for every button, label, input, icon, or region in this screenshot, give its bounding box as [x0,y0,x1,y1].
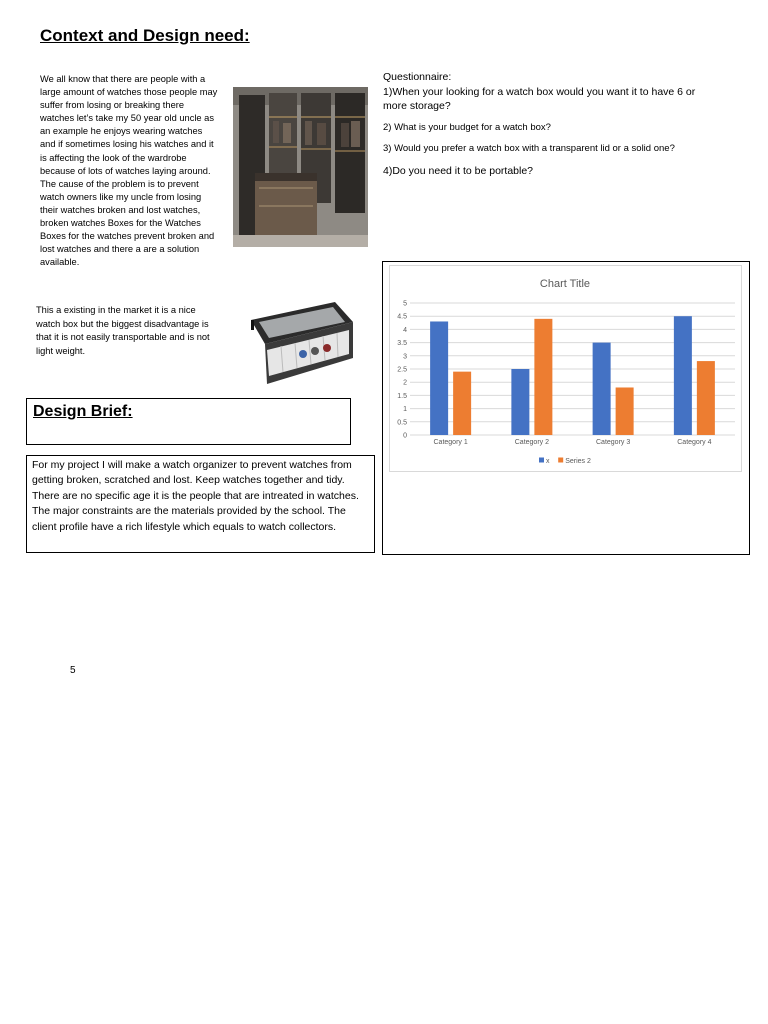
project-description: For my project I will make a watch organizer to prevent watches from getting broken, scratched and lost. Keep watches together and tidy. There are no specific age it is the people that are intreated in watches. The major constraints are the materials provided by the school. The client profile have a rich lifestyle which equals to watch collectors. [32,459,359,533]
y-tick-label: 2 [403,379,407,387]
watch-box-illustration [245,298,357,390]
y-tick-label: 0 [403,432,407,440]
bar-series1-cat2 [511,369,529,435]
bar-series1-cat1 [430,321,448,435]
legend-label: x [546,458,550,465]
bar-chart [389,265,742,472]
wardrobe-illustration [233,87,368,247]
bar-series2-cat1 [453,372,471,435]
bar-series2-cat3 [616,387,634,435]
y-tick-label: 1 [403,406,407,414]
y-tick-label: 0.5 [397,419,407,427]
x-tick-label: Category 2 [514,439,549,446]
y-tick-label: 3 [403,353,407,361]
x-tick-label: Category 1 [433,439,468,446]
legend-swatch [539,458,544,463]
page-number: 5 [70,665,76,676]
bar-series2-cat2 [534,319,552,435]
watch-box-photo [245,298,357,390]
context-paragraph: We all know that there are people with a large amount of watches those people may suffer from losing or breaking there watches let’s take my 50 year old uncle as an example he enjoys wearing watches and if sometimes losing his watches and it is affecting the look of the wardrobe because of lots of watches laying around. The cause of the problem is to prevent watch owners like my uncle from losing their watches broken and lost watches, broken watches Boxes for the Watches Boxes for the watches prevent broken and lost watches and there a are a solution available. [40,74,218,268]
y-tick-label: 4 [403,326,407,334]
bar-series1-cat3 [593,343,611,435]
bar-series1-cat4 [674,316,692,435]
chart-title: Chart Title [539,278,591,290]
question-1: 1)When your looking for a watch box would you want it to have 6 or more storage? [383,85,696,112]
design-brief-title: Design Brief: [33,403,133,420]
x-tick-label: Category 4 [677,439,712,446]
question-3: 3) Would you prefer a watch box with a transparent lid or a solid one? [383,143,675,154]
y-tick-label: 3.5 [397,340,407,348]
y-tick-label: 1.5 [397,392,407,400]
y-tick-label: 5 [403,300,407,308]
page-title: Context and Design need: [40,26,250,45]
bar-series2-cat4 [697,361,715,435]
chart-legend [539,458,591,466]
legend-label: Series 2 [565,458,591,465]
existing-product-paragraph: This a existing in the market it is a nice watch box but the biggest disadvantage is that it is not easily transportable and is not light weight. [36,305,210,356]
question-2: 2) What is your budget for a watch box? [383,121,551,133]
wardrobe-photo [233,87,368,247]
chart-bars [430,316,715,435]
question-4: 4)Do you need it to be portable? [383,164,534,177]
x-tick-label: Category 3 [596,439,631,446]
questionnaire [383,70,713,178]
legend-swatch [558,458,563,463]
y-tick-label: 4.5 [397,313,407,321]
y-tick-label: 2.5 [397,366,407,374]
chart-y-tick-labels [397,301,407,440]
chart-x-tick-labels [434,439,712,446]
bar-chart-svg [390,266,741,471]
questionnaire-heading: Questionnaire: [383,71,452,83]
